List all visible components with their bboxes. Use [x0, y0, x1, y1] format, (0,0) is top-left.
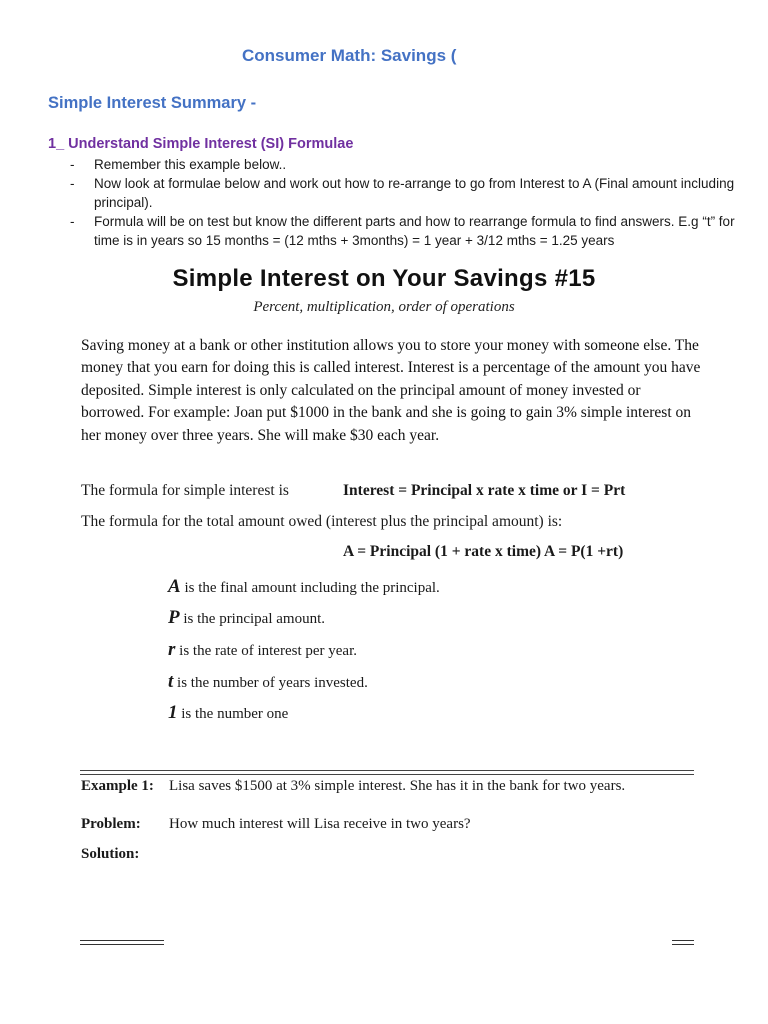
note-item [70, 212, 750, 250]
total-amount-formula: A = Principal (1 + rate x time) A = P(1 +rt) [343, 543, 624, 560]
worksheet-title: Simple Interest on Your Savings #15 [172, 265, 596, 292]
notes-list [70, 155, 750, 250]
example-label: Example 1: [81, 778, 154, 794]
worksheet-subtitle: Percent, multiplication, order of operations [253, 299, 515, 315]
variable-text: is the number of years invested. [173, 675, 368, 691]
footer-rule-right [672, 944, 694, 945]
footer-rule-left [80, 944, 164, 945]
example-text: Lisa saves $1500 at 3% simple interest. She has it in the bank for two years. [169, 778, 626, 794]
formula-label: The formula for simple interest is [81, 482, 289, 499]
footer-rule-right [672, 940, 694, 941]
note-text: Remember this example below.. [94, 157, 287, 172]
total-amount-label: The formula for the total amount owed (interest plus the principal amount) is: [81, 513, 563, 530]
note-item [70, 155, 750, 174]
variable-symbol: A [168, 576, 181, 597]
note-text: Now look at formulae below and work out how to re-arrange to go from Interest to A (Final amount including principal). [94, 176, 735, 210]
variable-symbol: P [168, 607, 180, 628]
simple-interest-formula: Interest = Principal x rate x time or I = Prt [343, 482, 626, 499]
summary-heading: Simple Interest Summary - [48, 94, 257, 112]
divider-rule [80, 774, 694, 775]
variable-text: is the rate of interest per year. [175, 643, 357, 659]
variable-text: is the final amount including the principal. [180, 580, 440, 596]
bullet-dash: - [70, 157, 75, 172]
variable-definition [168, 607, 325, 629]
document-title: Consumer Math: Savings ( [242, 46, 457, 65]
note-item [70, 174, 750, 212]
simple-interest-formula-row [81, 482, 721, 500]
variable-text: is the principal amount. [179, 611, 325, 627]
bullet-dash: - [70, 214, 75, 229]
variable-definition [168, 702, 288, 724]
divider-rule [80, 770, 694, 771]
note-text: Formula will be on test but know the different parts and how to rearrange formula to find answers. E.g “t” for time is in years so 15 months = (12 mths + 3months) = 1 year + 3/12 mths = 1.25 years [94, 214, 735, 248]
variable-symbol: 1 [168, 702, 178, 723]
problem-text: How much interest will Lisa receive in two years? [169, 816, 471, 832]
variable-definition [168, 576, 440, 598]
problem-label: Problem: [81, 816, 141, 832]
footer-rule-left [80, 940, 164, 941]
bullet-dash: - [70, 176, 75, 191]
variable-symbol: t [168, 671, 174, 692]
section-heading: 1_ Understand Simple Interest (SI) Formulae [48, 136, 354, 152]
variable-symbol: r [168, 639, 176, 660]
variable-definition [168, 639, 357, 661]
variable-definition [168, 671, 368, 693]
variable-text: is the number one [177, 706, 289, 722]
intro-paragraph: Saving money at a bank or other institution allows you to store your money with someone else. The money that you earn for doing this is called interest. Interest is a percentage of the amount you have deposited. Simple interest is only calculated on the principal amount of money invested or borrowed. For example: Joan put $1000 in the bank and she is going to gain 3% simple interest on her money over three years. She will make $30 each year. [81, 337, 701, 444]
solution-label: Solution: [81, 846, 140, 862]
